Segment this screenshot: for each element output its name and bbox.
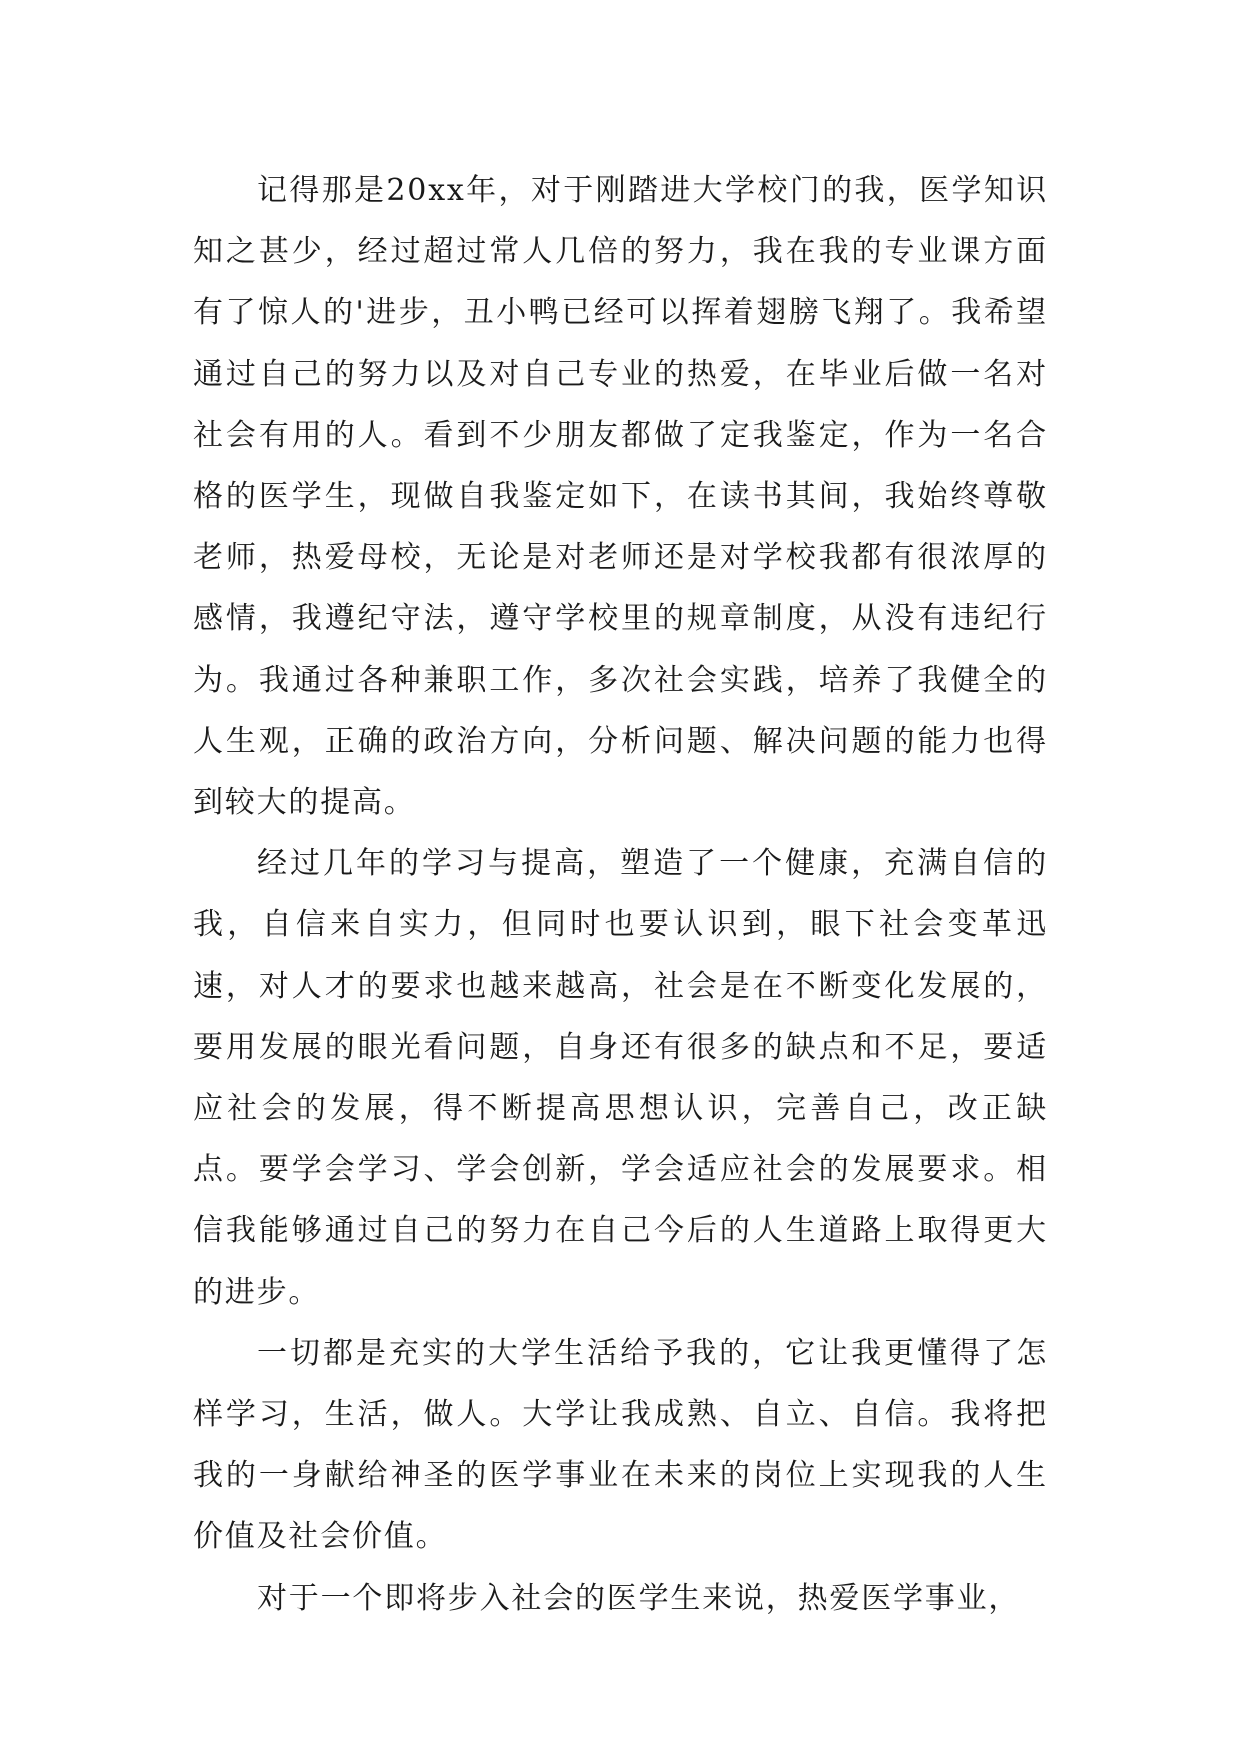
paragraph-1: 记得那是20xx年，对于刚踏进大学校门的我，医学知识知之甚少，经过超过常人几倍的努力，我在我的专业课方面有了惊人的'进步，丑小鸭已经可以挥着翅膀飞翔了。我希望通过自己的努力以及对自己专业的热爱，在毕业后做一名对社会有用的人。看到不少朋友都做了定我鉴定，作为一名合格的医学生，现做自我鉴定如下，在读书其间，我始终尊敬老师，热爱母校，无论是对老师还是对学校我都有很浓厚的感情，我遵纪守法，遵守学校里的规章制度，从没有违纪行为。我通过各种兼职工作，多次社会实践，培养了我健全的人生观，正确的政治方向，分析问题、解决问题的能力也得到较大的提高。 <box>193 173 1048 821</box>
paragraph-4: 对于一个即将步入社会的医学生来说，热爱医学事业， <box>257 1580 1021 1616</box>
paragraph-2: 经过几年的学习与提高，塑造了一个健康，充满自信的我，自信来自实力，但同时也要认识到，眼下社会变革迅速，对人才的要求也越来越高，社会是在不断变化发展的，要用发展的眼光看问题，自身还有很多的缺点和不足，要适应社会的发展，得不断提高思想认识，完善自己，改正缺点。要学会学习、学会创新，学会适应社会的发展要求。相信我能够通过自己的努力在自己今后的人生道路上取得更大的进步。 <box>193 846 1048 1310</box>
document-body <box>193 160 1048 1629</box>
paragraph-3: 一切都是充实的大学生活给予我的，它让我更懂得了怎样学习，生活，做人。大学让我成熟、自立、自信。我将把我的一身献给神圣的医学事业在未来的岗位上实现我的人生价值及社会价值。 <box>193 1335 1048 1555</box>
